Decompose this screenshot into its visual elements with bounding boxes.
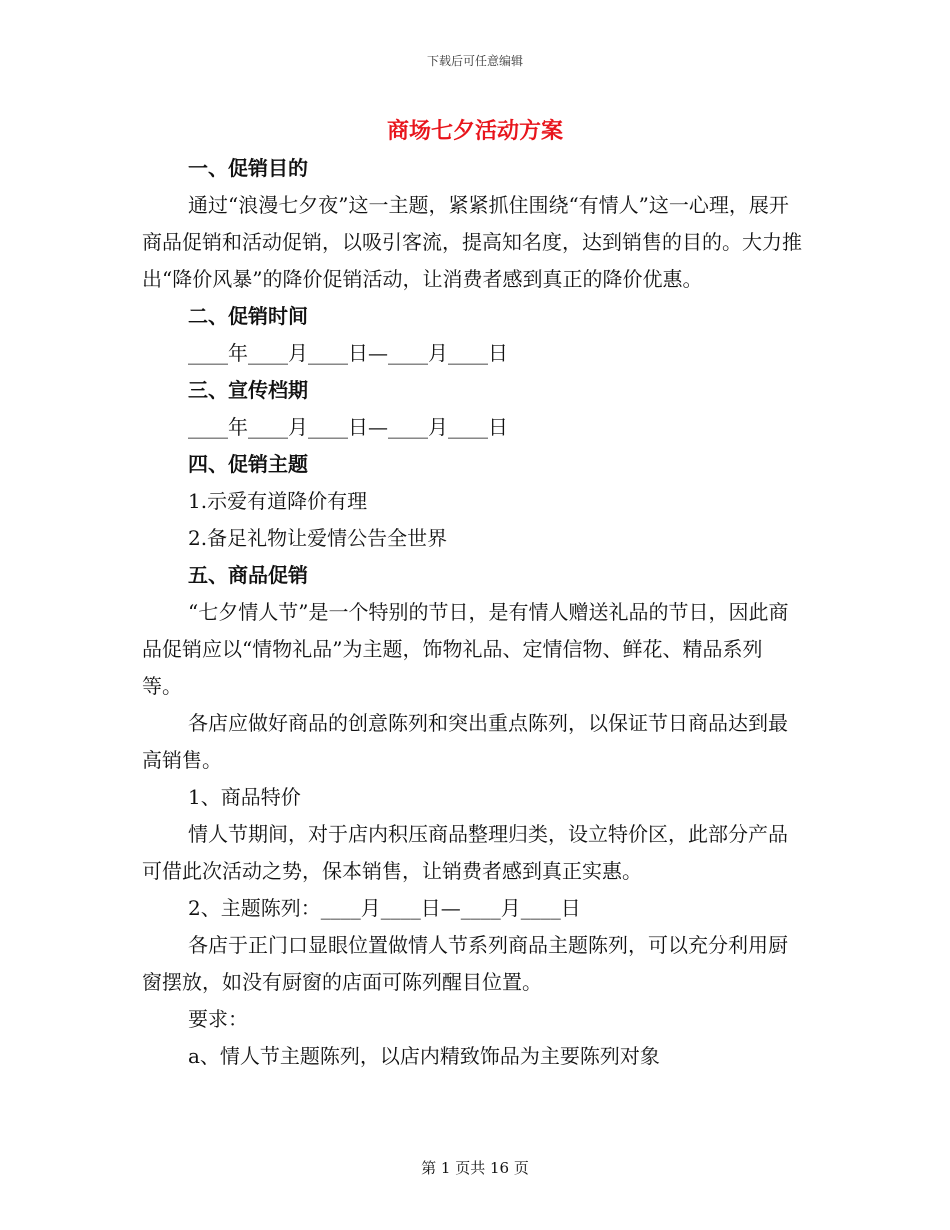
paragraph-theme-display: 各店于正门口显眼位置做情人节系列商品主题陈列，可以充分利用厨窗摆放，如没有厨窗的店面可陈列醒目位置。 <box>142 933 788 994</box>
promo-time-date: ____年____月____日—____月____日 <box>188 341 508 365</box>
paragraph-valentine: “七夕情人节”是一个特别的节日，是有情人赠送礼品的节日，因此商品促销应以“情物礼品”为主题，饰物礼品、定情信物、鲜花、精品系列等。 <box>142 600 789 698</box>
section-heading-theme: 四、促销主题 <box>188 452 308 476</box>
document-body <box>142 150 802 1075</box>
requirement-a: a、情人节主题陈列，以店内精致饰品为主要陈列对象 <box>188 1044 660 1068</box>
page-footer: 第 1 页共 16 页 <box>421 1159 529 1177</box>
paragraph-special-price: 情人节期间，对于店内积压商品整理归类，设立特价区，此部分产品可借此次活动之势，保本销售，让销费者感到真正实惠。 <box>142 822 788 883</box>
header-note: 下载后可任意编辑 <box>426 54 523 68</box>
publicity-date: ____年____月____日—____月____日 <box>188 415 508 439</box>
section-heading-publicity: 三、宣传档期 <box>188 378 308 402</box>
section-heading-purpose: 一、促销目的 <box>188 156 308 180</box>
section-heading-product-promo: 五、商品促销 <box>188 563 308 587</box>
theme-item-2: 2.备足礼物让爱情公告全世界 <box>188 526 448 550</box>
subheading-theme-display: 2、主题陈列：____月____日—____月____日 <box>188 896 581 920</box>
paragraph-display: 各店应做好商品的创意陈列和突出重点陈列，以保证节日商品达到最高销售。 <box>142 711 788 772</box>
subheading-special-price: 1、商品特价 <box>188 785 301 809</box>
theme-item-1: 1.示爱有道降价有理 <box>188 489 368 513</box>
requirements-label: 要求： <box>188 1007 248 1031</box>
document-title: 商场七夕活动方案 <box>386 118 563 144</box>
paragraph-purpose: 通过“浪漫七夕夜”这一主题，紧紧抓住围绕“有情人”这一心理，展开商品促销和活动促销，以吸引客流，提高知名度，达到销售的目的。大力推出“降价风暴”的降价促销活动，让消费者感到真正的降价优惠。 <box>142 193 802 291</box>
section-heading-promo-time: 二、促销时间 <box>188 304 308 328</box>
